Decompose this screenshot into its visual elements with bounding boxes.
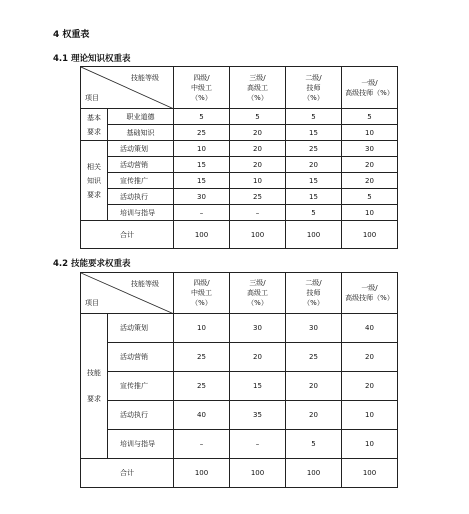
table-row bbox=[81, 401, 398, 430]
total-value: 100 bbox=[230, 221, 286, 249]
total-value: 100 bbox=[342, 459, 398, 488]
cell-value: 5 bbox=[230, 109, 286, 125]
cell-value: – bbox=[230, 430, 286, 459]
cell-value: 25 bbox=[286, 141, 342, 157]
cell-value: 20 bbox=[230, 141, 286, 157]
row-label: 培训与指导 bbox=[108, 205, 174, 221]
row-label: 基础知识 bbox=[108, 125, 174, 141]
cell-value: 10 bbox=[342, 430, 398, 459]
total-value: 100 bbox=[174, 221, 230, 249]
cell-value: 15 bbox=[286, 125, 342, 141]
cell-value: 25 bbox=[286, 343, 342, 372]
cell-value: 20 bbox=[286, 372, 342, 401]
cell-value: 10 bbox=[174, 314, 230, 343]
cell-value: 20 bbox=[286, 157, 342, 173]
table-row bbox=[81, 125, 398, 141]
row-label: 活动策划 bbox=[108, 141, 174, 157]
row-label: 活动营销 bbox=[108, 157, 174, 173]
cell-value: 25 bbox=[174, 372, 230, 401]
header-level-1: 一级/ 高级技师（%） bbox=[342, 273, 398, 314]
total-label: 合计 bbox=[81, 221, 174, 249]
table-row bbox=[81, 141, 398, 157]
table-row bbox=[81, 430, 398, 459]
cell-value: 10 bbox=[342, 401, 398, 430]
cell-value: 5 bbox=[174, 109, 230, 125]
row-label: 宣传推广 bbox=[108, 173, 174, 189]
cell-value: 25 bbox=[230, 189, 286, 205]
row-label: 活动执行 bbox=[108, 401, 174, 430]
total-value: 100 bbox=[174, 459, 230, 488]
cell-value: 20 bbox=[342, 173, 398, 189]
category-related-knowledge: 相关 知识 要求 bbox=[81, 141, 108, 221]
row-label: 职业道德 bbox=[108, 109, 174, 125]
cell-value: – bbox=[230, 205, 286, 221]
header-skill-level: 技能等级 bbox=[131, 280, 159, 288]
header-level-1: 一级/ 高级技师（%） bbox=[342, 67, 398, 109]
table-row bbox=[81, 157, 398, 173]
row-label: 培训与指导 bbox=[108, 430, 174, 459]
cell-value: 15 bbox=[286, 173, 342, 189]
cell-value: 20 bbox=[230, 157, 286, 173]
cell-value: 30 bbox=[174, 189, 230, 205]
total-label: 合计 bbox=[81, 459, 174, 488]
cell-value: 20 bbox=[342, 343, 398, 372]
table-row bbox=[81, 314, 398, 343]
header-item: 项目 bbox=[85, 94, 99, 102]
cell-value: 25 bbox=[174, 125, 230, 141]
table-row bbox=[81, 343, 398, 372]
cell-value: 15 bbox=[174, 157, 230, 173]
table-row bbox=[81, 372, 398, 401]
total-value: 100 bbox=[230, 459, 286, 488]
header-diagonal-cell bbox=[81, 67, 174, 109]
table-row bbox=[81, 173, 398, 189]
row-label: 宣传推广 bbox=[108, 372, 174, 401]
header-item: 项目 bbox=[85, 299, 99, 307]
total-value: 100 bbox=[342, 221, 398, 249]
row-label: 活动执行 bbox=[108, 189, 174, 205]
cell-value: 10 bbox=[342, 125, 398, 141]
header-level-2: 二级/ 技师 （%） bbox=[286, 67, 342, 109]
cell-value: 20 bbox=[230, 343, 286, 372]
skill-requirement-weight-table bbox=[80, 272, 398, 488]
cell-value: 15 bbox=[286, 189, 342, 205]
header-level-4: 四级/ 中级工 （%） bbox=[174, 67, 230, 109]
cell-value: 15 bbox=[230, 372, 286, 401]
cell-value: 20 bbox=[230, 125, 286, 141]
table-row bbox=[81, 205, 398, 221]
cell-value: 30 bbox=[342, 141, 398, 157]
header-level-4: 四级/ 中级工 （%） bbox=[174, 273, 230, 314]
cell-value: 20 bbox=[286, 401, 342, 430]
row-label: 活动策划 bbox=[108, 314, 174, 343]
cell-value: 40 bbox=[174, 401, 230, 430]
cell-value: 10 bbox=[230, 173, 286, 189]
total-row bbox=[81, 459, 398, 488]
row-label: 活动营销 bbox=[108, 343, 174, 372]
cell-value: 25 bbox=[174, 343, 230, 372]
cell-value: 5 bbox=[286, 109, 342, 125]
header-skill-level: 技能等级 bbox=[131, 74, 159, 82]
theory-knowledge-weight-table bbox=[80, 66, 398, 249]
table-row bbox=[81, 109, 398, 125]
cell-value: 35 bbox=[230, 401, 286, 430]
cell-value: 5 bbox=[286, 430, 342, 459]
cell-value: 30 bbox=[286, 314, 342, 343]
total-row bbox=[81, 221, 398, 249]
header-level-3: 三级/ 高级工 （%） bbox=[230, 67, 286, 109]
table-row bbox=[81, 189, 398, 205]
cell-value: – bbox=[174, 430, 230, 459]
cell-value: 10 bbox=[342, 205, 398, 221]
cell-value: 40 bbox=[342, 314, 398, 343]
cell-value: 15 bbox=[174, 173, 230, 189]
cell-value: 20 bbox=[342, 157, 398, 173]
cell-value: 20 bbox=[342, 372, 398, 401]
category-skill-requirement: 技能 要求 bbox=[81, 314, 108, 459]
section-title: 4 权重表 bbox=[53, 30, 90, 40]
cell-value: 10 bbox=[174, 141, 230, 157]
total-value: 100 bbox=[286, 221, 342, 249]
cell-value: 5 bbox=[342, 109, 398, 125]
cell-value: 30 bbox=[230, 314, 286, 343]
cell-value: 5 bbox=[342, 189, 398, 205]
header-diagonal-cell bbox=[81, 273, 174, 314]
header-level-2: 二级/ 技师 （%） bbox=[286, 273, 342, 314]
theory-weight-title: 4.1 理论知识权重表 bbox=[53, 54, 131, 64]
skill-weight-title: 4.2 技能要求权重表 bbox=[53, 259, 131, 269]
cell-value: – bbox=[174, 205, 230, 221]
category-basic: 基本 要求 bbox=[81, 109, 108, 141]
header-level-3: 三级/ 高级工 （%） bbox=[230, 273, 286, 314]
total-value: 100 bbox=[286, 459, 342, 488]
cell-value: 5 bbox=[286, 205, 342, 221]
